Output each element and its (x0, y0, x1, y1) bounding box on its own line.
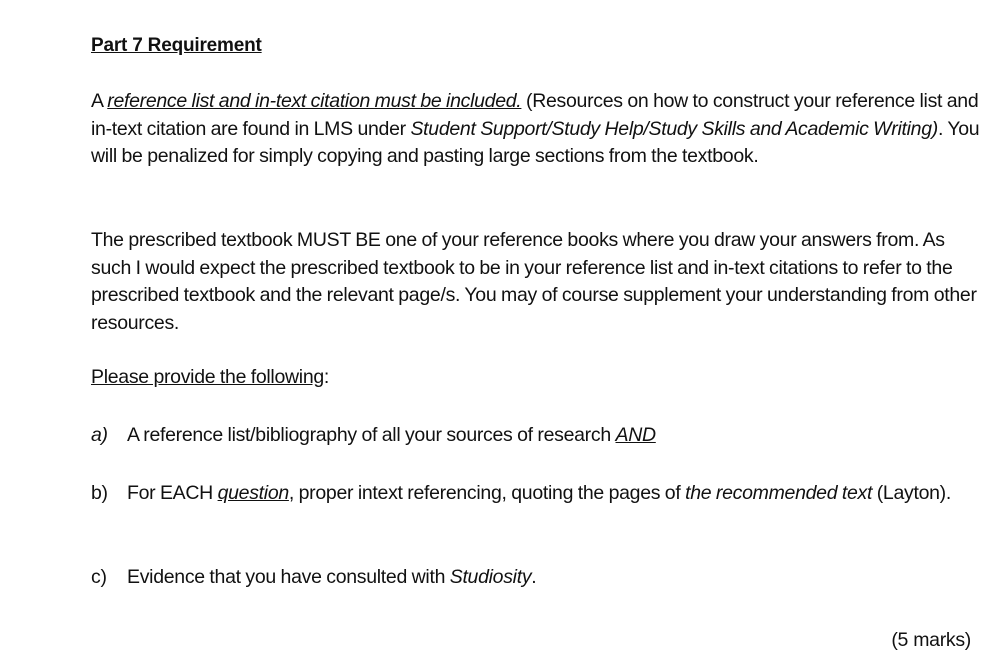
please-provide-colon: : (323, 366, 330, 388)
paragraph1-text-2: (Resources on how to construct your reference list and in-text citation are found in LMS under (91, 90, 979, 140)
list-c-text-2: . (531, 566, 537, 588)
section-heading: Part 7 Requirement (91, 35, 262, 56)
please-provide-line (91, 364, 329, 392)
please-provide-label: Please provide the following (91, 366, 324, 388)
list-b-text-2: , proper intext referencing, quoting the pages of (288, 482, 686, 504)
list-b-recommended-text: the recommended text (685, 482, 873, 504)
list-b-text-3: (Layton). (872, 482, 951, 504)
list-marker-a: a) (91, 424, 108, 446)
list-body-b (127, 480, 961, 508)
reference-requirement-paragraph (91, 88, 981, 171)
prescribed-textbook-paragraph: The prescribed textbook MUST BE one of your reference books where you draw your answers from. As such I would expect the prescribed textbook to be in your reference list and in-text citations to refer to the prescribed textbook and the relevant page/s. You may of course supplement your understanding from other resources. (91, 229, 977, 334)
list-a-emphasis: AND (615, 424, 656, 446)
list-c-text-1: Evidence that you have consulted with (127, 566, 450, 588)
list-b-text-1: For EACH (127, 482, 218, 504)
marks-label: (5 marks) (891, 629, 971, 651)
reference-list-emphasis: reference list and in-text citation must be included. (107, 90, 522, 112)
paragraph1-text-3: . You will be penalized for simply copying and pasting large sections from the textbook. (91, 117, 980, 167)
list-marker-c: c) (91, 566, 107, 588)
document-page (91, 30, 980, 651)
paragraph1-text-1: A (91, 90, 108, 112)
list-a-text: A reference list/bibliography of all your sources of research (127, 424, 616, 446)
list-item-a (91, 422, 961, 450)
list-marker-b: b) (91, 482, 108, 504)
list-body-c (127, 564, 961, 592)
list-item-c (91, 564, 961, 592)
list-b-question: question (217, 482, 289, 504)
list-item-b (91, 480, 961, 508)
lms-path: Student Support/Study Help/Study Skills and Academic Writing) (410, 117, 938, 140)
list-body-a (127, 422, 961, 450)
list-c-studiosity: Studiosity (449, 566, 532, 588)
